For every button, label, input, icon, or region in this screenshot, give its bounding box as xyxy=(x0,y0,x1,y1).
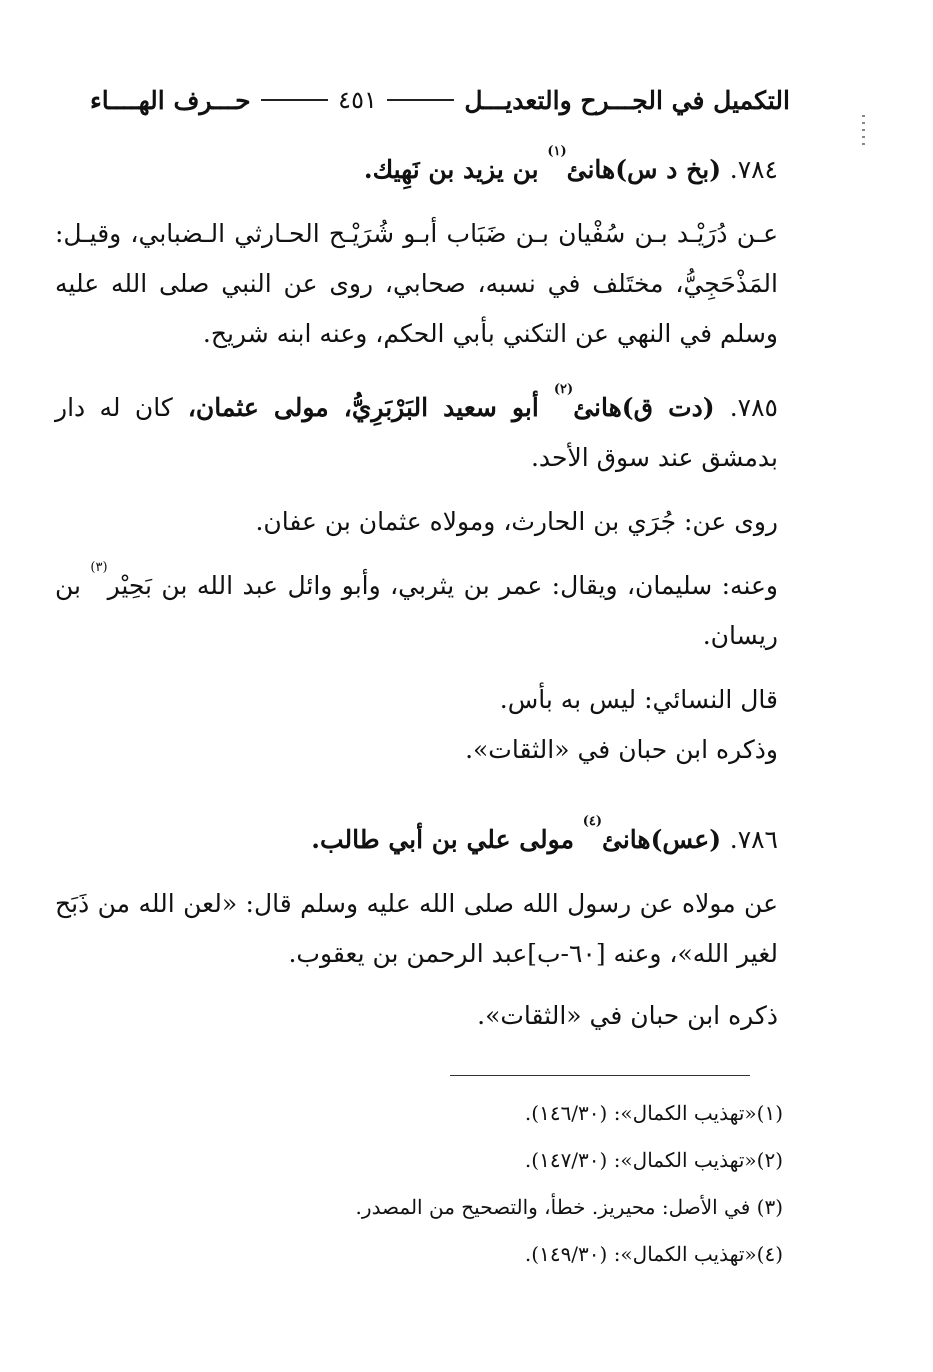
entry-paragraph: عن مولاه عن رسول الله صلى الله عليه وسلم قال: «لعن الله من ذَبَح لغير الله»، وعنه [٦٠-ب]عبد الرحمن بن يعقوب. xyxy=(55,889,778,968)
footnote-ref: (٣) xyxy=(90,560,108,575)
entry-sigla-name: (عس)هانئ xyxy=(601,825,722,854)
entry-name-rest: بن يزيد بن نَهِيك. xyxy=(363,155,539,184)
margin-dots xyxy=(862,115,865,145)
header-chapter-title: حـــرف الهــــاء xyxy=(89,85,251,115)
entry-heading xyxy=(55,145,778,195)
entry-sigla-name: (بخ د س)هانئ xyxy=(566,155,722,184)
footnote-rule xyxy=(450,1075,750,1076)
footnote-ref: (١) xyxy=(547,144,567,159)
entry-paragraph: قال النسائي: ليس به بأس. xyxy=(499,685,778,714)
footnote: (٣) في الأصل: محيريز. خطأ، والتصحيح من المصدر. xyxy=(355,1195,783,1219)
entry-name-rest: مولى علي بن أبي طالب. xyxy=(311,825,574,854)
footnote: (١)«تهذيب الكمال»: (١٤٦/٣٠). xyxy=(524,1101,783,1125)
entry-tail: كان له دار بدمشق عند سوق الأحد. xyxy=(55,393,778,472)
header-rule xyxy=(261,99,329,101)
entry-785 xyxy=(55,383,778,775)
entry-number: ٧٨٤. xyxy=(729,155,778,184)
running-header xyxy=(90,78,790,122)
entry-number: ٧٨٦. xyxy=(729,825,778,854)
footnotes xyxy=(356,1090,783,1278)
entry-paragraph: وذكره ابن حبان في «الثقات». xyxy=(465,735,778,764)
footnote-ref: (٤) xyxy=(582,814,602,829)
entry-heading xyxy=(55,815,778,865)
footnote: (٤)«تهذيب الكمال»: (١٤٩/٣٠). xyxy=(524,1242,783,1266)
footnote-ref: (٢) xyxy=(553,382,574,397)
entry-name-rest: أبو سعيد البَرْبَرِيُّ، مولى عثمان، xyxy=(187,393,539,422)
entry-number: ٧٨٥. xyxy=(729,393,778,422)
entry-paragraph: ذكره ابن حبان في «الثقات». xyxy=(477,1001,778,1030)
header-book-title: التكميل في الجـــرح والتعديـــل xyxy=(464,85,790,115)
entry-paragraph: وعنه: سليمان، ويقال: عمر بن يثربي، وأبو وائل عبد الله بن بَحِيْر$^{(٣)}$ بن ريسان. xyxy=(55,560,778,650)
footnote: (٢)«تهذيب الكمال»: (١٤٧/٣٠). xyxy=(524,1148,783,1172)
entry-sigla-name: (دت ق)هانئ xyxy=(573,393,715,422)
entry-paragraph: روى عن: جُرَي بن الحارث، ومولاه عثمان بن عفان. xyxy=(255,507,778,536)
entry-786 xyxy=(55,815,778,1041)
entry-heading xyxy=(55,383,778,483)
page-number: ٤٥١ xyxy=(338,86,377,114)
entry-paragraph: عـن دُرَيْـد بـن سُفْيان بـن ضَبَاب أبـو شُرَيْـح الحـارثي الـضبابي، وقيـل: المَذْحَجِيُّ، مختَلف في نسبه، صحابي، روى عن النبي صلى الله عليه وسلم في النهي عن التكني بأبي الحكم، وعنه ابنه شريح. xyxy=(55,219,778,348)
entry-784 xyxy=(55,145,778,359)
header-rule xyxy=(387,99,455,101)
